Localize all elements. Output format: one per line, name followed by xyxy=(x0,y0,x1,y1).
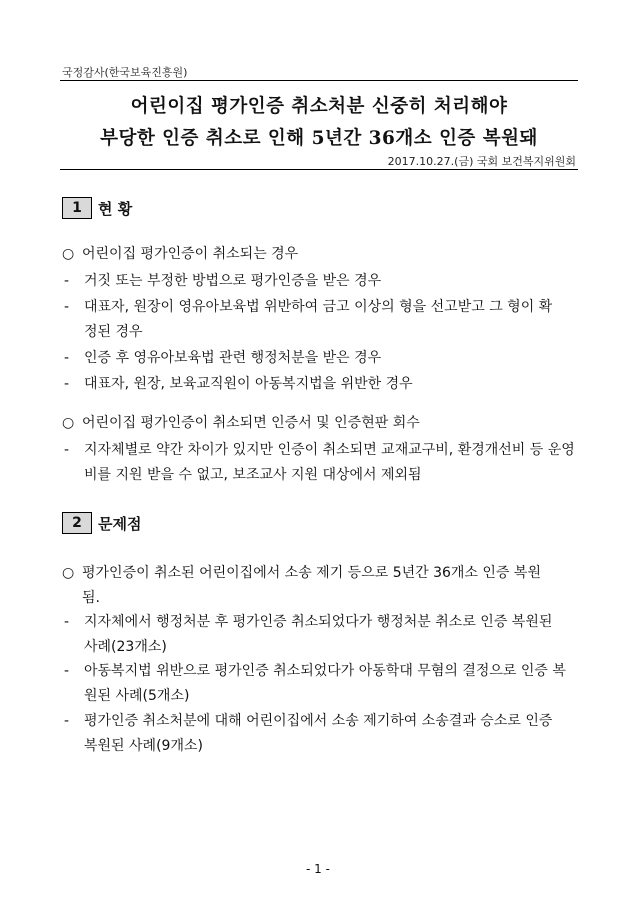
circle-bullet-line xyxy=(62,413,420,433)
dash-bullet: - xyxy=(64,299,70,315)
continuation-line: 사례(23개소) xyxy=(84,639,167,655)
item-text: 지자체별로 약간 차이가 있지만 인증이 취소되면 교재교구비, 환경개선비 등 운영 xyxy=(84,442,575,458)
dash-line xyxy=(64,348,381,368)
item-text: 인증 후 영유아보육법 관련 행정처분을 받은 경우 xyxy=(84,350,382,366)
circle-bullet: ○ xyxy=(62,565,75,581)
item-text: 대표자, 원장, 보육교직원이 아동복지법을 위반한 경우 xyxy=(84,376,413,392)
item-text: 대표자, 원장이 영유아보육법 위반하여 금고 이상의 형을 선고받고 그 형이 확 xyxy=(84,299,553,315)
dash-bullet: - xyxy=(64,713,70,729)
header-rule-top xyxy=(60,80,578,81)
bullet-text: 평가인증이 취소된 어린이집에서 소송 제기 등으로 5년간 36개소 인증 복원 xyxy=(82,565,541,581)
date-label: 2017.10.27.(금) 국회 보건복지위원회 xyxy=(387,155,576,168)
dash-bullet: - xyxy=(64,614,70,630)
continuation-line: 됨. xyxy=(82,590,100,606)
section-number: 1 xyxy=(62,197,92,219)
dash-bullet: - xyxy=(64,442,70,458)
continuation-line: 정된 경우 xyxy=(84,324,143,340)
continuation-line: 비를 지원 받을 수 없고, 보조교사 지원 대상에서 제외됨 xyxy=(84,467,422,483)
dash-line xyxy=(64,440,575,460)
page-number: - 1 - xyxy=(306,862,330,876)
dash-line xyxy=(64,271,381,291)
section-heading-2 xyxy=(62,512,141,534)
dash-line xyxy=(64,374,413,394)
dash-bullet: - xyxy=(64,273,70,289)
dash-line xyxy=(64,661,566,681)
bullet-text: 어린이집 평가인증이 취소되면 인증서 및 인증현판 회수 xyxy=(82,415,420,431)
circle-bullet: ○ xyxy=(62,246,75,262)
item-text: 아동복지법 위반으로 평가인증 취소되었다가 아동학대 무혐의 결정으로 인증 복 xyxy=(84,663,566,679)
circle-bullet-line xyxy=(62,244,298,264)
title-line-2: 부당한 인증 취소로 인해 5년간 36개소 인증 복원돼 xyxy=(100,128,538,149)
dash-line xyxy=(64,612,552,632)
title-line-1: 어린이집 평가인증 취소처분 신중히 처리해야 xyxy=(130,96,508,117)
bullet-text: 어린이집 평가인증이 취소되는 경우 xyxy=(82,246,299,262)
continuation-line: 원된 사례(5개소) xyxy=(84,688,190,704)
circle-bullet-line xyxy=(62,563,541,583)
header-rule-bottom xyxy=(60,169,578,170)
item-text: 평가인증 취소처분에 대해 어린이집에서 소송 제기하여 소송결과 승소로 인증 xyxy=(84,713,553,729)
dash-bullet: - xyxy=(64,663,70,679)
source-label: 국정감사(한국보육진흥원) xyxy=(62,66,188,79)
section-number: 2 xyxy=(62,512,92,534)
section-heading-1 xyxy=(62,197,132,219)
circle-bullet: ○ xyxy=(62,415,75,431)
continuation-line: 복원된 사례(9개소) xyxy=(84,738,203,754)
section-title: 문제점 xyxy=(98,514,142,533)
dash-line xyxy=(64,711,552,731)
dash-bullet: - xyxy=(64,350,70,366)
section-title: 현 황 xyxy=(98,199,133,218)
dash-line xyxy=(64,297,552,317)
item-text: 지자체에서 행정처분 후 평가인증 취소되었다가 행정처분 취소로 인증 복원된 xyxy=(84,614,553,630)
item-text: 거짓 또는 부정한 방법으로 평가인증을 받은 경우 xyxy=(84,273,382,289)
dash-bullet: - xyxy=(64,376,70,392)
